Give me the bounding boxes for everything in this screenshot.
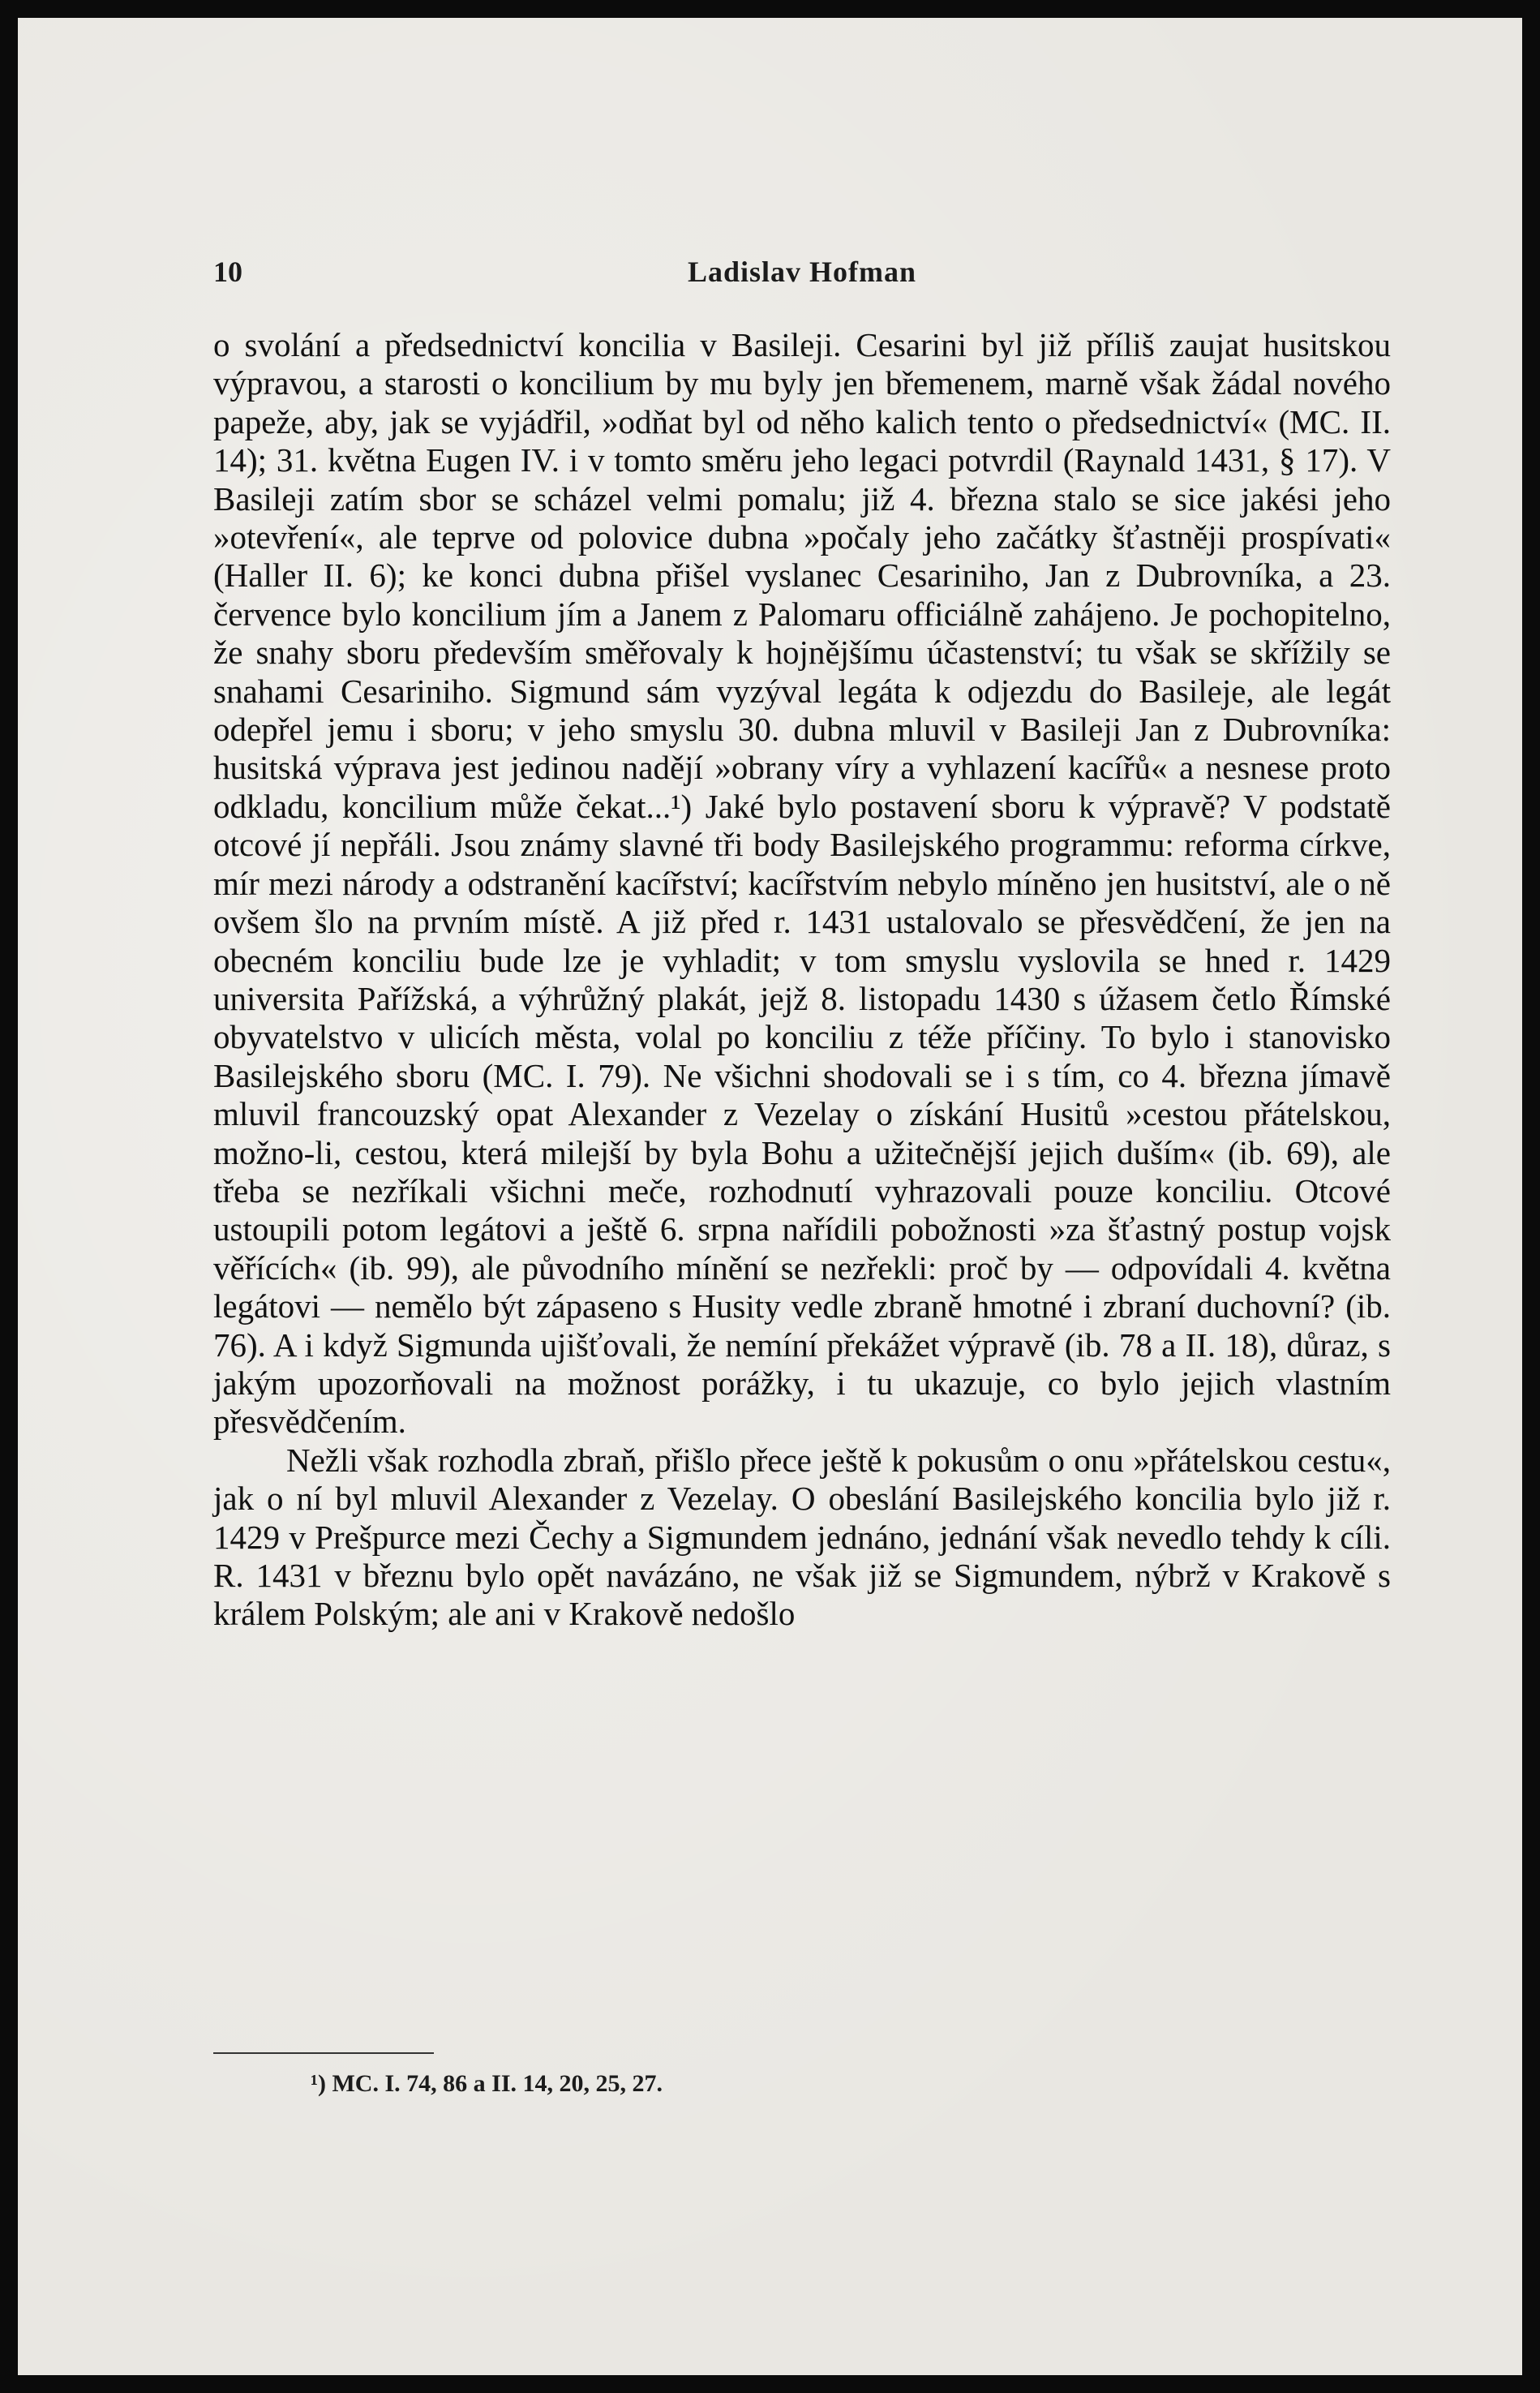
footnote: ¹) MC. I. 74, 86 a II. 14, 20, 25, 27. (311, 2070, 663, 2097)
paragraph-2: Nežli však rozhodla zbraň, přišlo přece ještě k pokusům o onu »přátelskou cestu«, jak o ní byl mluvil Alexander z Vezelay. O obeslání Basilejského koncilia bylo již r. 1429 v Prešpurce mezi Čechy a Sigmundem jednáno, jednání však nevedlo tehdy k cíli. R. 1431 v březnu bylo opět navázáno, ne však již se Sigmundem, nýbrž v Krakově s králem Polským; ale ani v Krakově nedošlo (213, 1441, 1391, 1633)
running-head: Ladislav Hofman (687, 256, 917, 288)
book-page (18, 18, 1522, 2375)
paragraph-1: o svolání a předsednictví koncilia v Basileji. Cesarini byl již příliš zaujat husitskou výpravou, a starosti o koncilium by mu byly jen břemenem, marně však žádal nového papeže, aby, jak se vyjádřil, »odňat byl od něho kalich tento o předsednictví« (MC. II. 14); 31. května Eugen IV. i v tomto směru jeho legaci potvrdil (Raynald 1431, § 17). V Basileji zatím sbor se scházel velmi pomalu; již 4. března stalo se sice jakési jeho »otevření«, ale teprve od polovice dubna »počaly jeho začátky šťastněji prospívati« (Haller II. 6); ke konci dubna přišel vyslanec Cesariniho, Jan z Dubrovníka, a 23. července bylo koncilium jím a Janem z Palomaru officiálně zahájeno. Je pochopitelno, že snahy sboru především směřovaly k hojnějšímu účastenství; tu však se skřížily se snahami Cesariniho. Sigmund sám vyzýval legáta k odjezdu do Basileje, ale legát odepřel jemu i sboru; v jeho smyslu 30. dubna mluvil v Basileji Jan z Dubrovníka: husitská výprava jest jedinou nadějí »obrany víry a vyhlazení kacířů« a nesnese proto odkladu, koncilium může čekat...¹) Jaké bylo postavení sboru k výpravě? V podstatě otcové jí nepřáli. Jsou známy slavné tři body Basilejského programmu: reforma církve, mír mezi národy a odstranění kacířství; kacířstvím nebylo míněno jen husitství, ale o ně ovšem šlo na prvním místě. A již před r. 1431 ustalovalo se přesvědčení, že jen na obecném konciliu bude lze je vyhladit; v tom smyslu vyslovila se hned r. 1429 universita Pařížská, a výhrůžný plakát, jejž 8. listopadu 1430 s úžasem četlo Římské obyvatelstvo v ulicích města, volal po konciliu z téže příčiny. To bylo i stanovisko Basilejského sboru (MC. I. 79). Ne všichni shodovali se i s tím, co 4. března jímavě mluvil francouzský opat Alexander z Vezelay o získání Husitů »cestou přátelskou, možno-li, cestou, která milejší by byla Bohu a užitečnější jejich duším« (ib. 69), ale třeba se nezříkali všichni meče, rozhodnutí vyhrazovali pouze konciliu. Otcové ustoupili potom legátovi a ještě 6. srpna nařídili pobožnosti »za šťastný postup vojsk věřících« (ib. 99), ale původního mínění se nezřekli: proč by — odpovídali 4. května legátovi — nemělo být zápaseno s Husity vedle zbraně hmotné i zbraní duchovní? (ib. 76). A i když Sigmunda ujišťovali, že nemíní překážet výpravě (ib. 78 a II. 18), důraz, s jakým upozorňovali na možnost porážky, i tu ukazuje, co bylo jejich vlastním přesvědčením. (213, 326, 1391, 1441)
page-header (213, 255, 1391, 303)
footnote-divider (213, 2052, 434, 2054)
page-number: 10 (213, 256, 242, 288)
body-text (213, 326, 1391, 1634)
